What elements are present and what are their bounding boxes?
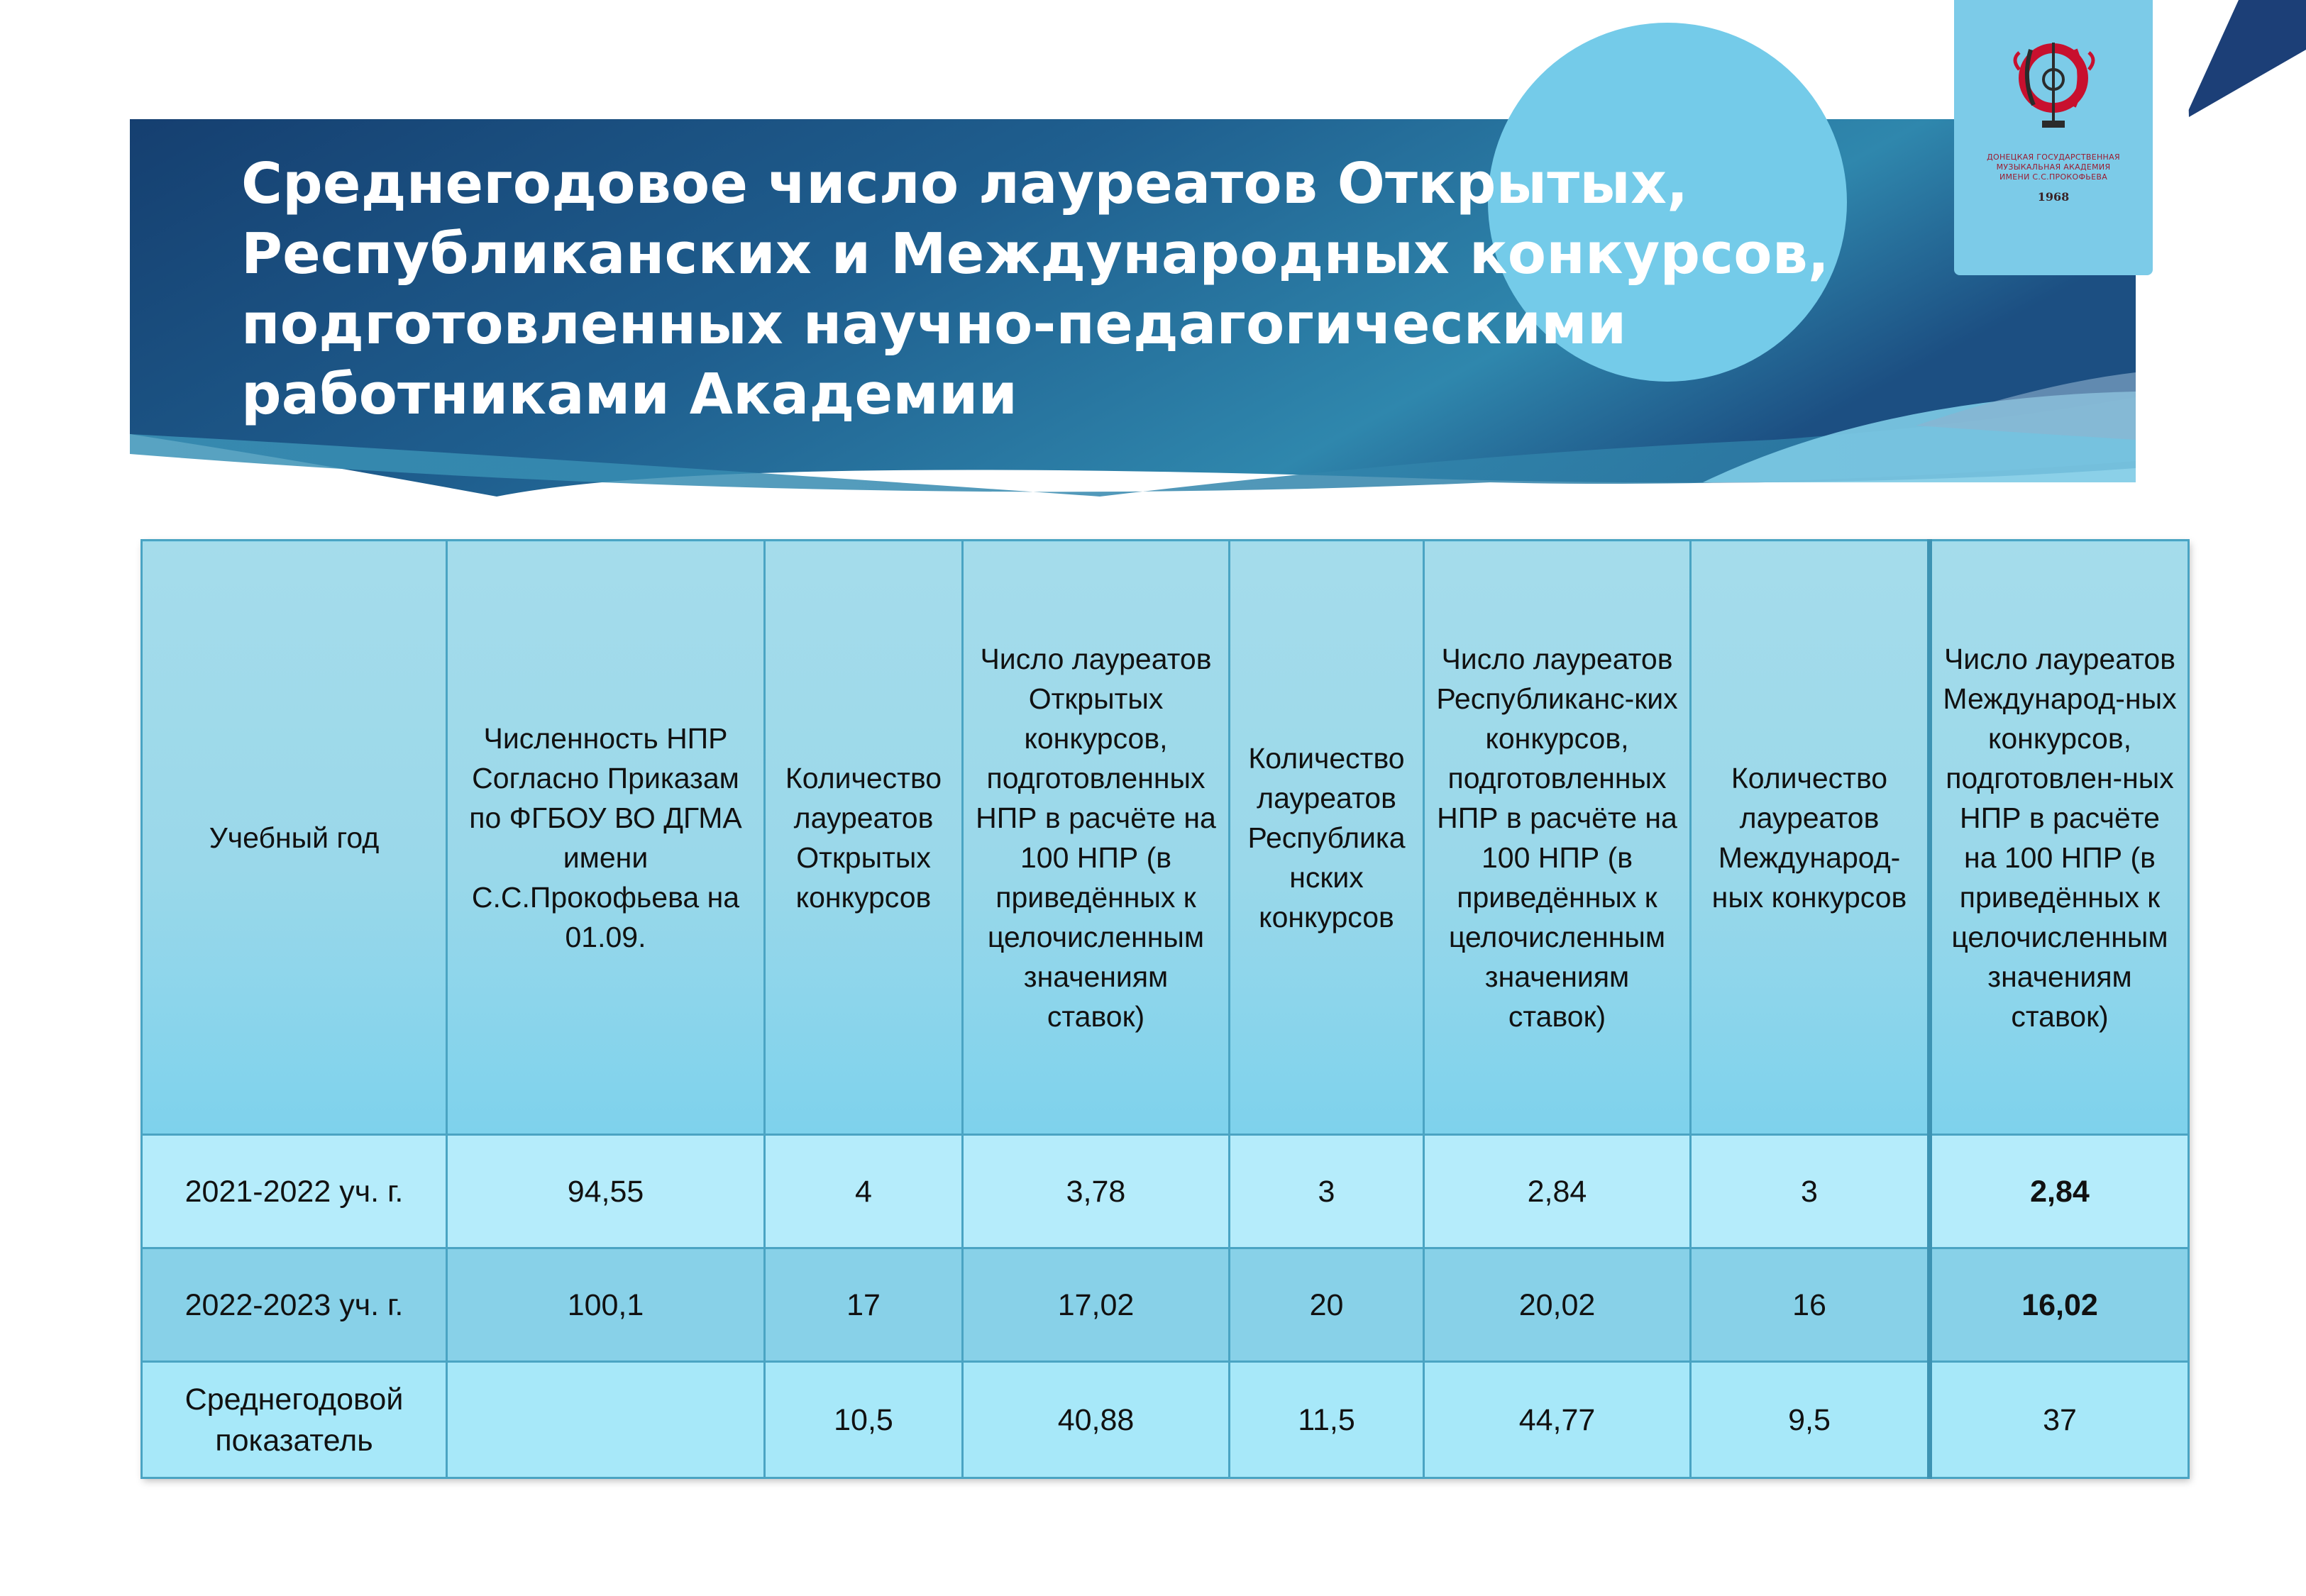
cell-republic-count: 11,5 [1230, 1362, 1424, 1478]
logo-text-line2: МУЗЫКАЛЬНАЯ АКАДЕМИЯ [1996, 162, 2111, 172]
cell-open-count: 17 [765, 1248, 963, 1362]
cell-open-count: 4 [765, 1135, 963, 1248]
table-row-average [142, 1362, 2189, 1478]
header-international-per-100: Число лауреатов Международ-ных конкурсов, подготовлен-ных НПР в расчёте на 100 НПР (в приведённых к целочисленным значениям ставок) [1930, 541, 2189, 1135]
header-international-count: Количество лауреатов Международ-ных конкурсов [1691, 541, 1930, 1135]
cell-year: 2022-2023 уч. г. [142, 1248, 447, 1362]
header-staff-count: Численность НПР Согласно Приказам по ФГБОУ ВО ДГМА имени С.С.Прокофьева на 01.09. [447, 541, 765, 1135]
cell-staff-count: 94,55 [447, 1135, 765, 1248]
cell-republic-per-100: 20,02 [1424, 1248, 1691, 1362]
logo-text-line3: ИМЕНИ С.С.ПРОКОФЬЕВА [1999, 172, 2108, 182]
cell-staff-count: 100,1 [447, 1248, 765, 1362]
cell-open-per-100: 17,02 [963, 1248, 1230, 1362]
cell-open-per-100: 40,88 [963, 1362, 1230, 1478]
cell-international-count: 16 [1691, 1248, 1930, 1362]
header-open-per-100: Число лауреатов Открытых конкурсов, подготовленных НПР в расчёте на 100 НПР (в приведённых к целочисленным значениям ставок) [963, 541, 1230, 1135]
logo-year: 1968 [2037, 190, 2070, 204]
cell-republic-count: 3 [1230, 1135, 1424, 1248]
table-header-row [142, 541, 2189, 1135]
academy-logo [1954, 0, 2153, 275]
table-row [142, 1135, 2189, 1248]
cell-republic-per-100: 2,84 [1424, 1135, 1691, 1248]
header-republic-count: Количество лауреатов Республика нских конкурсов [1230, 541, 1424, 1135]
header-academic-year: Учебный год [142, 541, 447, 1135]
cell-international-count: 3 [1691, 1135, 1930, 1248]
cell-republic-per-100: 44,77 [1424, 1362, 1691, 1478]
cell-open-per-100: 3,78 [963, 1135, 1230, 1248]
cell-international-per-100: 2,84 [1930, 1135, 2189, 1248]
laureates-table-container [140, 539, 2188, 1477]
header-republic-per-100: Число лауреатов Республиканс-ких конкурсов, подготовленных НПР в расчёте на 100 НПР (в приведённых к целочисленным значениям ставок) [1424, 541, 1691, 1135]
cell-year: 2021-2022 уч. г. [142, 1135, 447, 1248]
header-open-count: Количество лауреатов Открытых конкурсов [765, 541, 963, 1135]
cell-international-count: 9,5 [1691, 1362, 1930, 1478]
cell-republic-count: 20 [1230, 1248, 1424, 1362]
logo-text-line1: ДОНЕЦКАЯ ГОСУДАРСТВЕННАЯ [1987, 153, 2120, 162]
cell-international-per-100: 16,02 [1930, 1248, 2189, 1362]
table-row [142, 1248, 2189, 1362]
cell-international-per-100: 37 [1930, 1362, 2189, 1478]
cell-average-label: Среднегодовой показатель [142, 1362, 447, 1478]
slide-title: Среднегодовое число лауреатов Открытых, Республиканских и Международных конкурсов, подготовленных научно-педагогическими работниками Академии [241, 151, 1830, 427]
laureates-table [140, 539, 2190, 1479]
cell-open-count: 10,5 [765, 1362, 963, 1478]
cell-staff-count [447, 1362, 765, 1478]
